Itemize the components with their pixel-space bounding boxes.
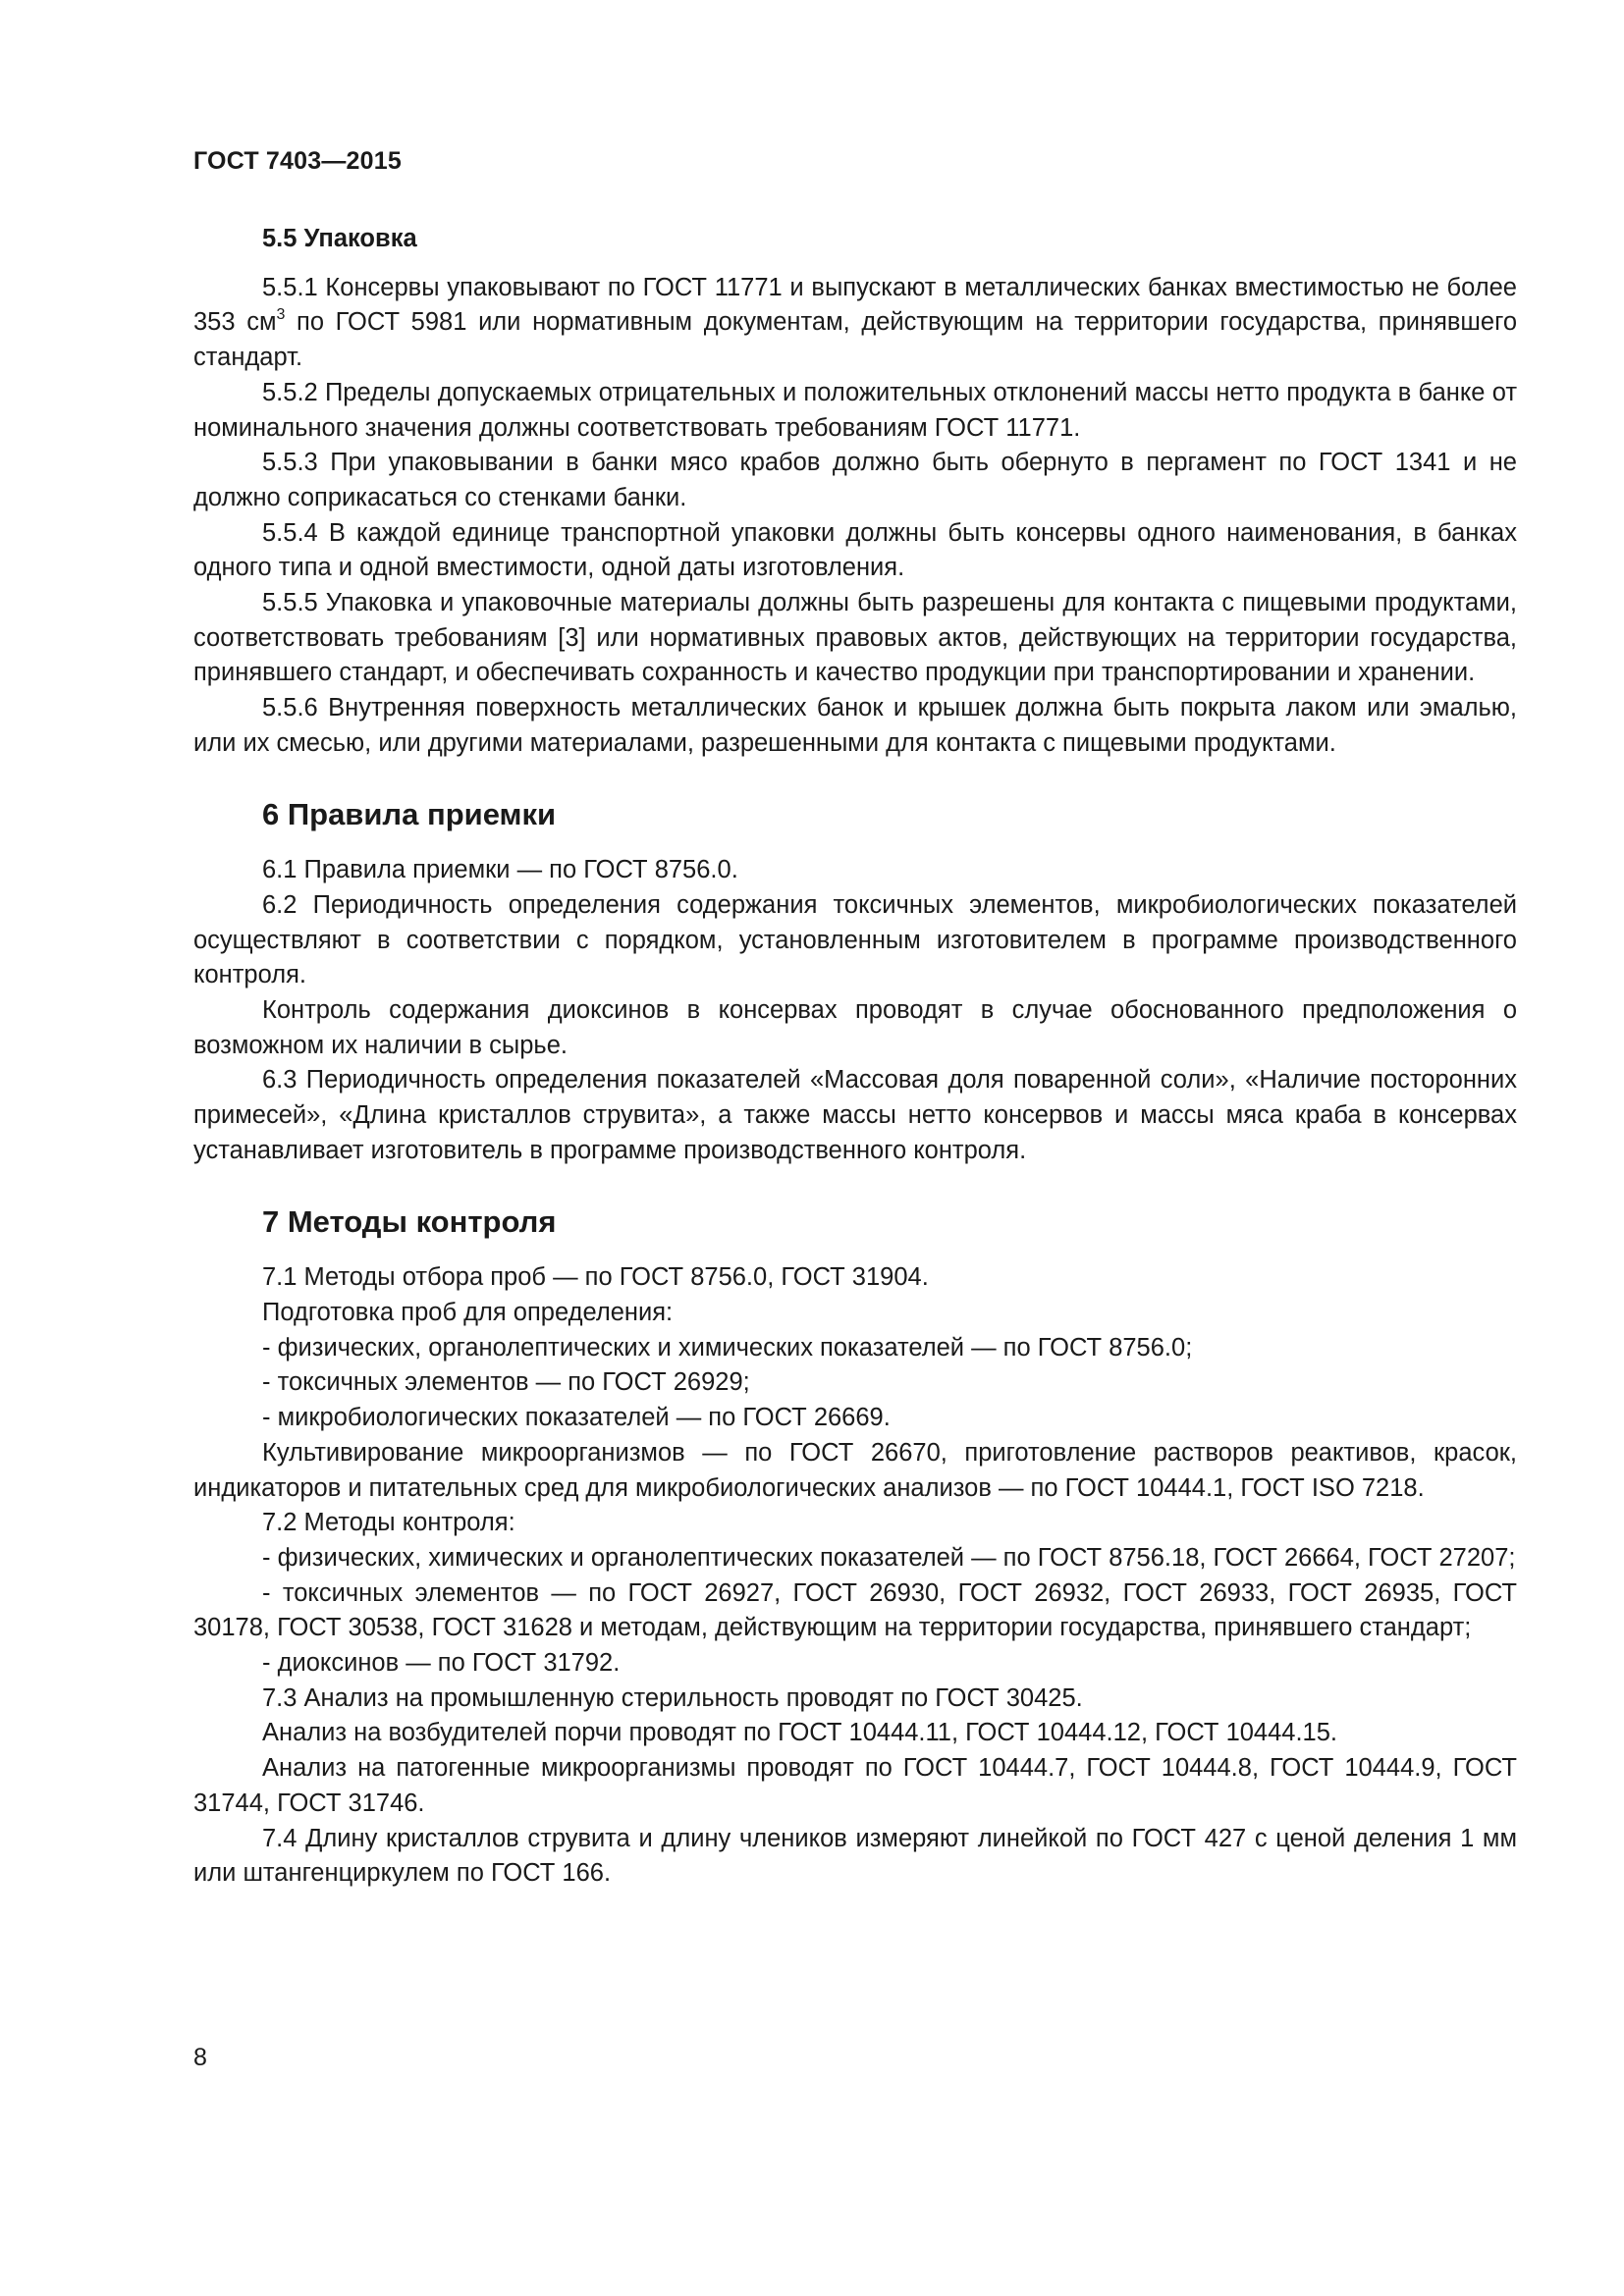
clause-7-2: 7.2 Методы контроля:: [262, 1509, 515, 1537]
superscript-3: 3: [276, 305, 286, 323]
clause-5-5-3: 5.5.3 При упаковывании в банки мясо крабов должно быть обернуто в пергамент по ГОСТ 1341 и не должно соприкасаться со стенками банки.: [193, 449, 1517, 511]
document-code-header: ГОСТ 7403—2015: [193, 147, 402, 175]
clause-7-3: 7.3 Анализ на промышленную стерильность проводят по ГОСТ 30425.: [262, 1683, 1083, 1712]
clause-7-1: 7.1 Методы отбора проб — по ГОСТ 8756.0, ГОСТ 31904.: [262, 1263, 929, 1292]
document-body: [193, 222, 1517, 1892]
clause-6-1: 6.1 Правила приемки — по ГОСТ 8756.0.: [262, 856, 738, 884]
clause-6-2-note: Контроль содержания диоксинов в консервах проводят в случае обоснованного предположения о возможном их наличии в сырье.: [193, 996, 1517, 1059]
list-item: - физических, органолептических и химических показателей — по ГОСТ 8756.0;: [262, 1333, 1193, 1362]
clause-5-5-6: 5.5.6 Внутренняя поверхность металлических банок и крышек должна быть покрыта лаком или эмалью, или их смесью, или другими материалами, разрешенными для контакта с пищевыми продуктами.: [193, 694, 1517, 757]
spoilage-analysis-paragraph: Анализ на возбудителей порчи проводят по ГОСТ 10444.11, ГОСТ 10444.12, ГОСТ 10444.15.: [262, 1719, 1338, 1747]
clause-5-5-2: 5.5.2 Пределы допускаемых отрицательных и положительных отклонений массы нетто продукта в банке от номинального значения должны соответствовать требованиям ГОСТ 11771.: [193, 378, 1517, 442]
pathogen-analysis-paragraph: Анализ на патогенные микроорганизмы проводят по ГОСТ 10444.7, ГОСТ 10444.8, ГОСТ 10444.9, ГОСТ 31744, ГОСТ 31746.: [193, 1754, 1517, 1817]
clause-5-5-4: 5.5.4 В каждой единице транспортной упаковки должны быть консервы одного наименования, в банках одного типа и одной вместимости, одной даты изготовления.: [193, 518, 1517, 582]
list-item: - физических, химических и органолептических показателей — по ГОСТ 8756.18, ГОСТ 26664, ГОСТ 27207;: [262, 1543, 1516, 1572]
clause-6-2: 6.2 Периодичность определения содержания токсичных элементов, микробиологических показателей осуществляют в соответствии с порядком, установленным изготовителем в программе производственного контроля.: [193, 890, 1517, 989]
list-item: - микробиологических показателей — по ГОСТ 26669.: [262, 1404, 891, 1432]
page-number: 8: [193, 2044, 207, 2071]
section-title-7: 7 Методы контроля: [262, 1203, 557, 1239]
clause-5-5-5: 5.5.5 Упаковка и упаковочные материалы должны быть разрешены для контакта с пищевыми продуктами, соответствовать требованиям [3] или нормативных правовых актов, действующих на территории государства, принявшего стандарт, и обеспечивать сохранность и качество продукции при транспортировании и хранении.: [193, 589, 1517, 687]
list-item: - диоксинов — по ГОСТ 31792.: [262, 1649, 621, 1678]
clause-5-5-1: 5.5.1 Консервы упаковывают по ГОСТ 11771 и выпускают в металлических банках вместимостью не более 353 $см^3$ по ГОСТ 5981 или нормативным документам, действующим на территории государства, принявшего стандарт.: [193, 273, 1517, 372]
list-item: - токсичных элементов — по ГОСТ 26929;: [262, 1368, 750, 1397]
cultivation-paragraph: Культивирование микроорганизмов — по ГОСТ 26670, приготовление растворов реактивов, красок, индикаторов и питательных сред для микробиологических анализов — по ГОСТ 10444.1, ГОСТ ISO 7218.: [193, 1438, 1517, 1502]
sample-prep-intro: Подготовка проб для определения:: [262, 1298, 674, 1326]
section-title-6: 6 Правила приемки: [262, 796, 557, 831]
list-item: - токсичных элементов — по ГОСТ 26927, ГОСТ 26930, ГОСТ 26932, ГОСТ 26933, ГОСТ 26935, ГОСТ 30178, ГОСТ 30538, ГОСТ 31628 и методам, действующим на территории государства, принявшего стандарт;: [193, 1578, 1517, 1642]
subsection-title-5-5: 5.5 Упаковка: [262, 225, 417, 252]
clause-6-3: 6.3 Периодичность определения показателей «Массовая доля поваренной соли», «Наличие посторонних примесей», «Длина кристаллов струвита», а также массы нетто консервов и массы мяса краба в консервах устанавливает изготовитель в программе производственного контроля.: [193, 1066, 1517, 1164]
clause-7-4: 7.4 Длину кристаллов струвита и длину члеников измеряют линейкой по ГОСТ 427 с ценой деления 1 мм или штангенциркулем по ГОСТ 166.: [193, 1824, 1517, 1888]
